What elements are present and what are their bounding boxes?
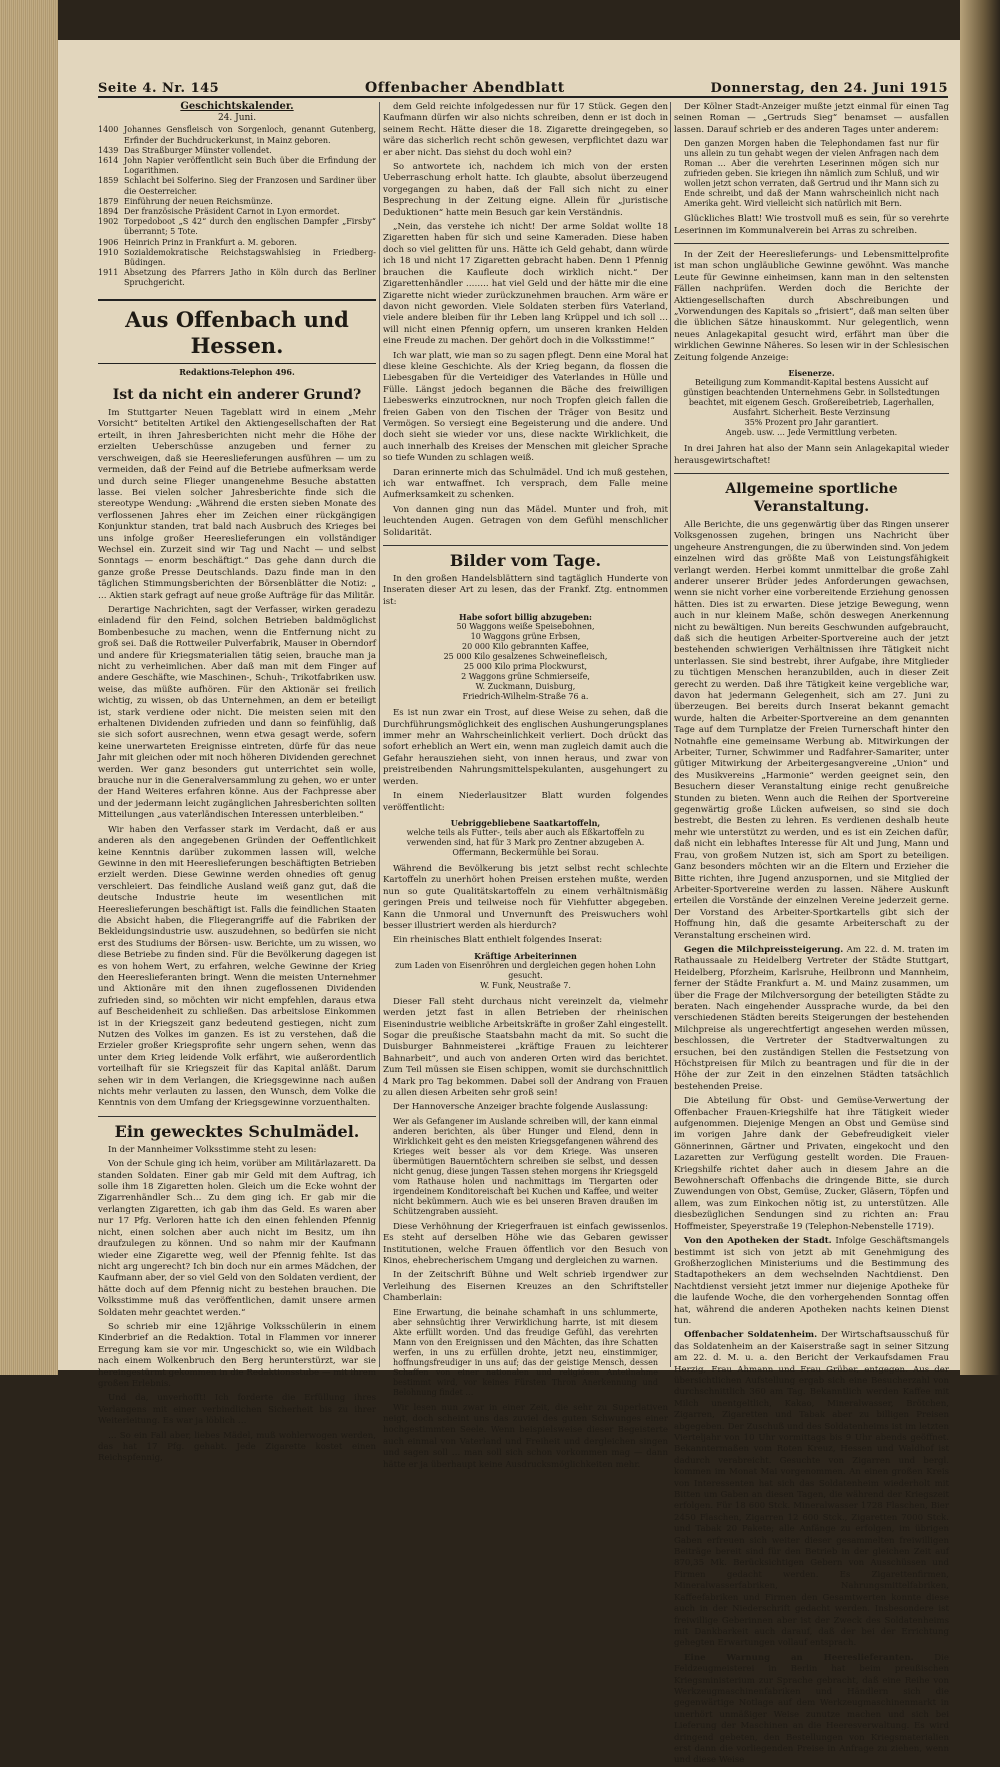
calendar-text: Johannes Gensfleisch von Sorgenloch, genannt Gutenberg, Erfinder der Buchdruckerkunst, in Mainz geboren. xyxy=(124,125,376,145)
article-paragraph: Wir haben den Verfasser stark im Verdacht, daß er aus anderen als den angegebenen Gründen der Oeffentlichkeit keine Kenntnis darüber zukommen lassen will, welche Gewinne in den mit Heereslieferungen beschäftigten Betrieben erzielt werden. Diese Gewinne werden ohnedies oft genug verschleiert. Das feindliche Ausland weiß ganz gut, daß die deutsche Industrie heute im wesentlichen mit Heereslieferungen beschäftigt ist. Falls die feindlichen Staaten die Absicht haben, die Fliegerangriffe auf die Fabriken der Bekleidungsindustrie usw. auszudehnen, so bedürfen sie nicht erst des Studiums der Börsen- usw. Berichte, um zu wissen, wo diese Betriebe zu finden sind. Für die Bevölkerung dagegen ist es von hohem Wert, zu erfahren, welche Gewinne der Krieg den Heereslieferanten bringt. Wenn die meisten Unternehmer und Aktionäre mit den ihnen zugeflossenen Dividenden zufrieden sind, so möchten wir nicht empfehlen, daraus etwa auf Bescheidenheit zu schließen. Das arbeitslose Einkommen ist in der Kriegszeit ganz bedeutend gestiegen, nicht zum Nutzen des Volkes im ganzen. Es ist zu verstehen, daß die Erzieler großer Kriegsprofite sehr ungern sehen, wenn das unter dem Krieg leidende Volk erfährt, wie außerordentlich vorteilhaft für sie Kriegszeit für das Kapital anläßt. Darum sehen wir in dem Verlangen, die Kriegsgewinne nach außen nichts mehr verlauten zu lassen, den Wunsch, dem Volke die Kenntnis von dem Umfang der Kriegsgewinne vorzuenthalten. xyxy=(98,824,376,1109)
article-paragraph: „Nein, das verstehe ich nicht! Der arme Soldat wollte 18 Zigaretten haben für sich und seine Kameraden. Diese haben doch so viel gelitten für uns. Hätte ich Geld gehabt, dann würde ich 18 und nicht 17 Zigaretten gebracht haben. Denn 1 Pfennig brauchen die Kaufleute doch wirklich nicht.“ Der Zigarettenhändler …….. hat viel Geld und der hätte mir die eine Zigarette nicht wieder zurückzunehmen brauchen. Arm wäre er davon nicht geworden. Viele Soldaten sterben fürs Vaterland, viele andere bleiben für ihr Leben lang Krüppel und ich soll … will nicht einen Pfennig opfern, um unseren kranken Helden eine Freude zu machen. Der gehört doch in die Volksstimme!“ xyxy=(383,222,668,347)
calendar-year: 1439 xyxy=(98,145,119,155)
article-paragraph: Alle Berichte, die uns gegenwärtig über das Ringen unserer Volksgenossen zugehen, bringen uns Nachricht über ungeheure Anstrengungen, die zu überwinden sind. Von jedem einzelnen wird das größte Maß von Leistungsfähigkeit verlangt werden. Herbei kommt unmittelbar die große Zahl anderer unserer Brüder jedes Anforderungen gewachsen, wenn sie nicht vorher eine vorbereitende Erziehung genossen hätten. Dies ist zu erwarten. Diese jetzige Bewegung, wenn auch in nur kleinem Maße, schön deswegen Anerkennung nicht zu bewältigen. Nun bereits Geschwunden aufgebraucht, daß sich die heutigen Arbeiter-Sportvereine auch der jetzt bestehenden schwierigen Verhältnissen ihre Tätigkeit nicht unterlassen. Sie sind bestrebt, ihrer Aufgabe, ihre Mitglieder zu tüchtigen Menschen heranzubilden, auch in dieser Zeit gerecht zu werden. Daß ihre Tätigkeit keine vergebliche war, davon hat jedermann Gelegenheit, sich am 27. Juni zu überzeugen. Bei bereits durch Inserat bekannt gemacht wurde, halten die Arbeiter-Sportvereine an dem genannten Tage auf dem Turnplatze der Freien Turnerschaft hinter den Notnahfle eine gemeinsame Werbung ab. Mitwirkungen der Arbeiter, Turner, Schwimmer und Radfahrer-Samariter, unter gütiger Mitwirkung der Arbeitergesangvereine „Union“ und des Musikvereins „Harmonie“ werden geeignet sein, den Besuchern dieser Veranstaltung einige recht genußreiche Stunden zu bieten. Wenn auch die Reihen der Sportvereine gegenwärtig große Lücken aufweisen, so sind sie doch bestrebt, die Besten zu lehren. Es verdienen deshalb heute mehr wie unterstützt zu werden, und es ist ein Zeichen dafür, daß nicht ein lebhaftes Interesse für Alt und Jung, Mann und Frau, von großem Nutzen ist, sich am Sport zu beteiligen. Ganz besonders möchten wir an die Eltern und Erzieher die Bitte richten, ihre Jugend anzuspornen, und sie Mitglied der Arbeiter-Sportvereine werden zu lassen. Nähere Auskunft erteilen die Vorstände der einzelnen Vereine jederzeit gerne. Der Vorstand des Arbeiter-Sportkartells gibt sich der Hoffnung hin, daß die gesamte Arbeiterschaft zu der Veranstaltung erscheinen wird. xyxy=(674,519,949,941)
article-paragraph xyxy=(674,945,949,1093)
header-page-number: Seite 4. Nr. 145 xyxy=(98,81,220,96)
calendar-entry xyxy=(98,207,376,217)
article-paragraph: Dieser Fall steht durchaus nicht vereinzelt da, vielmehr werden jetzt fast in allen Betrieben der rheinischen Eisenindustrie weibliche Arbeitskräfte in großer Zahl eingestellt. Sogar die preußische Staatsbahn macht da mit. So sucht die Duisburger Bahnmeisterei „kräftige Frauen zu leichterer Bahnarbeit“, und auch von anderen Orten wird das berichtet. Zum Teil müssen sie Eisen schippen, womit sie durchschnittlich 4 Mark pro Tag bekommen. Dabei soll der Andrang von Frauen zu allen diesen Arbeiten sehr groß sein! xyxy=(383,996,668,1098)
article-paragraph: Glückliches Blatt! Wie trostvoll muß es sein, für so verehrte Leserinnen im Kommunalverein bei Arras zu schreiben. xyxy=(674,214,949,236)
article-paragraph: Im Stuttgarter Neuen Tageblatt wird in einem „Mehr Vorsicht“ betitelten Artikel den Aktiengesellschaften der Rat erteilt, in ihren Jahresberichten nicht mehr die Höhe der erzielten Ueberschüsse anzugeben und ferner zu verschweigen, daß sie Heereslieferungen ausführen — um zu vermeiden, daß der Feind auf die Betriebe aufmerksam werde und durch seine Flieger unangenehme Besuche abstatten lasse. Bei vielen solcher Jahresberichte finde sich die stereotype Wendung: „Während die ersten sieben Monate des verflossenen Jahres eher im Zeichen einer rückgängigen Konjunktur standen, trat bald nach Ausbruch des Krieges bei uns infolge großer Heereslieferungen ein vollständiger Wechsel ein. Zurzeit sind wir Tag und Nacht — und selbst Sonntags — enorm beschäftigt.“ Das gehe dann durch die ganze große Presse Deutschlands. Dazu finde man in den täglichen Stimmungsberichten der Börsenblätter die Notiz: „ … Aktien stark gefragt auf neue große Aufträge für das Militär. xyxy=(98,408,376,601)
advert-2 xyxy=(383,818,668,858)
calendar-date: 24. Juni. xyxy=(217,113,257,124)
paragraph-body: Am 22. d. M. traten im Rathaussaale zu Heidelberg Vertreter der Städte Stuttgart, Heidelberg, Pforzheim, Karlsruhe, Heilbronn und Mannheim, ferner der Städte Frankfurt a. M. und Mainz zusammen, um über die Frage der Milchversorgung der beteiligten Städte zu beraten. Nach eingehender Aussprache wurde, da bei den verschiedenen Städten bereits Steigerungen der bestehenden Milchpreise als ungerechtfertigt angesehen werden müssen, beschlossen, die Vertreter der Stadtverwaltungen zu ersuchen, bei den zuständigen Stellen die Festsetzung von Höchstpreisen für Milch zu beantragen und für die in der Höhe der zur Zeit in den einzelnen Städten tatsächlich bestehenden Preise. xyxy=(674,944,949,1092)
calendar-entry xyxy=(98,146,376,156)
paragraph-lead: Von den Apotheken der Stadt. xyxy=(684,1236,832,1247)
article-paragraph: Wir lesen nun zwar in einer Zeit, die sehr zu Superlativen neigt, doch scheint uns das zuviel des guten Schwunges einer hochgestimmten Seele. Wenn beispielsweise dieser Begeisterte auch einmal von Vaterland und Freiheit und dergleichen singen und sagen soll … man soll sich schon vorkommen mag — dann hätte er ja überhaupt keine Ausdrucksmöglichkeiten mehr. xyxy=(383,1402,668,1470)
article-paragraph: Ich war platt, wie man so zu sagen pflegt. Denn eine Moral hat diese kleine Geschichte. Als der Krieg begann, da flossen die Liebesgaben für die Verteidiger des Vaterlandes in Hülle und Fülle. Längst jedoch begannen die Bäche des freiwilligen Liebeswerks einzutrocknen, nur noch Tropfen gleich fallen die freien Gaben von den Tischen der Träger von Besitz und Vermögen. So versiegt eine Begeisterung und die andere. Und doch sieht sie wieder vor uns, diese nackte Wirklichkeit, die auch innerhalb des Kreises der Menschen mit gleicher Sprache so tiefe Wunden zu schlagen weiß. xyxy=(383,350,668,464)
article-paragraph: Von dannen ging nun das Mädel. Munter und froh, mit leuchtenden Augen. Getragen von dem Gefühl menschlicher Solidarität. xyxy=(383,504,668,538)
advert-line: zum Laden von Eisenröhren und dergleichen gegen hohen Lohn gesucht. xyxy=(395,960,656,980)
article-paragraph: So antwortete ich, nachdem ich mich von der ersten Ueberraschung erholt hatte. Ich glaubte, absolut überzeugend vorgegangen zu haben, daß der Fall sich nicht zu einer Besprechung in der Zeitung eigne. Allein für „juristische Deduktionen“ hatte mein Besuch gar kein Verständnis. xyxy=(383,162,668,218)
book-page-edges xyxy=(0,0,58,1375)
calendar-year: 1910 xyxy=(98,247,119,257)
article-paragraph xyxy=(674,1236,949,1327)
article-paragraph: In der Zeit der Heereslieferungs- und Lebensmittelprofite ist man schon ungläubliche Gewinne gewöhnt. Was manche Leute für Gewinne einheimsen, kann man in den seltensten Fällen nachprüfen. Werden doch die Berichte der Aktiengesellschaften durch Abschreibungen und „Vorwendungen des Kapitals so „frisiert“, daß man selten über die üblichen Sätze hinauskommt. Nur gelegentlich, wenn neues Anlagekapital gesucht wird, erfährt man über die wirklichen Gewinne Näheres. So lesen wir in der Schlesischen Zeitung folgende Anzeige: xyxy=(674,250,949,363)
paragraph-lead: Offenbacher Soldatenheim. xyxy=(684,1330,818,1341)
article-paragraph: Der Hannoversche Anzeiger brachte folgende Auslassung: xyxy=(393,1102,649,1113)
page-header xyxy=(98,70,948,98)
article-title-grund: Ist da nicht ein anderer Grund? xyxy=(112,387,362,404)
calendar-entry xyxy=(98,176,376,196)
article-title-schulmaedel: Ein gewecktes Schulmädel. xyxy=(114,1121,360,1141)
calendar-year: 1894 xyxy=(98,207,119,217)
calendar-entry xyxy=(98,197,376,207)
advert-line: 25 000 Kilo prima Plockwurst, xyxy=(463,662,588,672)
calendar-text: Der französische Präsident Carnot in Lyon ermordet. xyxy=(124,207,340,217)
article-paragraph: Derartige Nachrichten, sagt der Verfasser, wirken geradezu einladend für den Feind, solchen Betrieben baldmöglichst Bombenbesuche zu machen, wenn die Entfernung nicht zu groß sei. Daß die Rottweiler Pulverfabrik, Mauser in Oberndorf und andere für Kriegsmaterialien tätig seien, brauche man ja nicht zu verheimlichen. Aber daß man mit dem Finger auf andere Geschäfte, wie Maschinen-, Schuh-, Trikotfabriken usw. weise, das müßte aufhören. Für den Aktionär sei freilich wichtig, zu wissen, ob das Unternehmen, an dem er beteiligt ist, stark verdiene oder nicht. Die meisten seien mit den erhaltenen Dividenden zufrieden und dann so feinfühlig, daß sie sich sofort ausrechnen, wenn etwa gesagt werde, sofern keine unerwarteten Ereignisse eintreten, dürfe für das neue Jahr mit gleichen oder mit noch höheren Dividenden gerechnet werden. Wer ganz besonders gut unterrichtet sein wolle, brauche nur in die Generalversammlung zu gehen, wo er unter der Hand Weiteres erfahren könne. Aus der Fachpresse aber und der jedermann leicht zugänglichen Jahresberichten sollten Mitteilungen „aus vaterländischen Interessen unterbleiben.“ xyxy=(98,604,376,821)
calendar-text: Heinrich Prinz in Frankfurt a. M. geboren. xyxy=(124,237,297,247)
calendar-text: Torpedoboot „S 42“ durch den englischen Dampfer „Firsby“ überrannt; 5 Tote. xyxy=(124,217,376,237)
article-separator xyxy=(674,473,949,474)
article-separator xyxy=(98,1116,376,1117)
article-paragraph: In den großen Handelsblättern sind tagtäglich Hunderte von Inseraten dieser Art zu lesen, das der Frankf. Ztg. entnommen ist: xyxy=(383,574,668,607)
paragraph-body: Die Feldzeugmeisterei in Berlin hat beim preußischen Kriegsministerium zur Sprache gebracht, daß eine Reihe von Werkzeugmaschinenfabriken und Händlern sich die gegenwärtige Notlage auf dem Werkzeugmaschinenmarkt in unerhört unmäßiger Weise zunutze machen und sich bei Lieferung der Maschinen an die Heeresverwaltung. Es wird dringend gebeten, den Bestellungen von Kriegsmaterialien erst dann die vorliegenden Preise in Anfrage zu ziehen, wenn und diese Weise xyxy=(674,1652,949,1766)
article-paragraph: Daran erinnerte mich das Schulmädel. Und ich muß gestehen, ich war entwaffnet. Ich versprach, dem Falle meine Aufmerksamkeit zu schenken. xyxy=(383,467,668,501)
header-masthead: Offenbacher Abendblatt xyxy=(365,80,565,96)
section-telephone: Redaktions-Telephon 496. xyxy=(179,366,295,377)
advert-line: Beteiligung zum Kommandit-Kapital bestens Aussicht auf günstigen beachtenden Unternehmens Gebr. in Sollstedtungen beachtet, mit eigenem Gesch. Großereibetrieb, Lagerhallen, Ausfahrt. Sicherheit. Beste Verzinsung xyxy=(683,378,940,418)
calendar-year: 1902 xyxy=(98,217,119,227)
advert-line: 35% Prozent pro Jahr garantiert. xyxy=(744,418,879,428)
newspaper-page xyxy=(58,40,960,1766)
advert-line: Eisenerze. xyxy=(788,368,835,379)
article-separator xyxy=(674,243,949,244)
article-separator xyxy=(383,545,668,546)
advert-3 xyxy=(383,951,668,991)
quoted-notice: Den ganzen Morgen haben die Telephondamen fast nur für uns allein zu tun gehabt wegen der vielen Anfragen nach dem Roman … Aber die verehrten Leserinnen mögen sich nur zufrieden geben. Sie kriegen ihn nämlich zum Schluß, und wir wollen jetzt schon verraten, daß Gertrud und ihr Mann sich zu Ende schreibt, und daß der Mann wahrscheinlich nicht nach Amerika geht. Wird vielleicht sich natürlich mit Bern. xyxy=(684,139,939,209)
article-paragraph: In drei Jahren hat also der Mann sein Anlagekapital wieder herausgewirtschaftet! xyxy=(674,444,949,466)
calendar-text: John Napier veröffentlicht sein Buch über die Erfindung der Logarithmen. xyxy=(124,156,376,176)
article-paragraph: Der Kölner Stadt-Anzeiger mußte jetzt einmal für einen Tag seinen Roman — „Gertruds Sieg“ benamset — ausfallen lassen. Darauf schrieb er des anderen Tages unter anderem: xyxy=(674,102,949,135)
paragraph-body: Infolge Geschäftsmangels bestimmt ist sich von jetzt ab mit Genehmigung des Großherzoglichen Ministeriums und die Bestimmung des Stadtapothekers an dem wechselnden Nachtdienst. Den Nachtdienst versieht jetzt immer nur diejenige Apotheke für die laufende Woche, die den vorhergehenden Sonntag offen hat, während die anderen Apotheken nachts keinen Dienst tun. xyxy=(674,1236,949,1326)
advert-1 xyxy=(383,612,668,702)
article-paragraph: Die Abteilung für Obst- und Gemüse-Verwertung der Offenbacher Frauen-Kriegshilfe hat ihre Tätigkeit wieder aufgenommen. Diejenige Mengen an Obst und Gemüse sind im vorigen Jahre dank der Gebefreudigkeit vieler Gönnerinnen, Gärtner und Privaten, eingekocht und den Lazaretten zur Verfügung gestellt worden. Die Frauen-Kriegshilfe richtet daher auch in diesem Jahre an die Bewohnerschaft Offenbachs die dringende Bitte, sie durch Zuwendungen von Obst, Gemüse, Zucker, Gläsern, Töpfen und allem, was zum Einkochen nötig ist, zu unterstützen. Alle diesbezüglichen Sendungen sind zu richten an: Frau Hoffmeister, Speyerstraße 19 (Telephon-Nebenstelle 1719). xyxy=(674,1096,949,1232)
article-paragraph: In der Zeitschrift Bühne und Welt schrieb irgendwer zur Verleihung des Eisernen Kreuzes an den Schriftsteller Chamberlain: xyxy=(383,1270,668,1304)
article-paragraph: Ein rheinisches Blatt enthielt folgendes Inserat: xyxy=(393,935,603,946)
column-1 xyxy=(98,101,376,1464)
calendar-text: Einführung der neuen Reichsmünze. xyxy=(124,196,273,206)
article-paragraph: Diese Verhöhnung der Kriegerfrauen ist einfach gewissenlos. Es steht auf derselben Höhe wie das Gebaren gewisser Institutionen, welche Frauen öffentlich vor den Besuch von Kinos, ehebrecherischem Umgang und dergleichen zu warnen. xyxy=(383,1221,668,1267)
article-title-sport: Allgemeine sportliche Veranstaltung. xyxy=(725,480,898,515)
advert-line: Friedrich-Wilhelm-Straße 76 a. xyxy=(462,692,589,702)
calendar-title: Geschichtskalender. xyxy=(180,101,294,112)
advert-line: Angeb. usw. … Jede Vermittlung verbeten. xyxy=(725,428,898,438)
advert-line: 20 000 Kilo gebrannten Kaffee, xyxy=(462,642,589,652)
article-paragraph: Und da, unverhofft! Ich forderte die Erfüllung ihres Verlangens mit einer verbindlichen Sicherheit bis zu ihrer Weiterleitung. Es war ja löblich … xyxy=(98,1393,376,1427)
advert-line: welche teils als Futter-, teils aber auch als Eßkartoffeln zu verwenden sind, hat für 3 Mark pro Zentner abzugeben A. Offermann, Beckermühle bei Sorau. xyxy=(406,827,645,857)
calendar-year: 1879 xyxy=(98,196,119,206)
column-rule-1 xyxy=(379,102,380,1367)
advert-line: 25 000 Kilo gesalzenes Schweinefleisch, xyxy=(443,652,608,662)
calendar-entry xyxy=(98,268,376,288)
calendar-entry xyxy=(98,248,376,268)
paragraph-lead: Gegen die Milchpreissteigerung. xyxy=(684,944,844,955)
column-rule-2 xyxy=(670,102,671,1367)
calendar-year: 1400 xyxy=(98,125,119,135)
quoted-notice: Wer als Gefangener im Auslande schreiben will, der kann einmal anderen berichten, als über Hunger und Elend, denn in Wirklichkeit geht es den meisten Kriegsgefangenen während des Krieges weit besser als vor dem Kriege. Was unseren übermütigen Bauerntöchtern schreiben sie selbst, und dessen nicht genug, diese jungen Tassen stehen morgens ihr Kriegsgeld vom Rathause holen und nachmittags im Tiergarten oder irgendeinem Konditoreischaft bei Kuchen und Kaffee, und weiter nicht bekümmern. Auch wie es bei unseren Braven draußen im Schützengraben aussieht. xyxy=(393,1116,658,1216)
calendar-entry xyxy=(98,156,376,176)
article-paragraph: In der Mannheimer Volksstimme steht zu lesen: xyxy=(108,1144,317,1155)
article-title-bilder: Bilder vom Tage. xyxy=(449,551,602,571)
article-paragraph: dem Geld reichte infolgedessen nur für 17 Stück. Gegen den Kaufmann dürfen wir also nichts schreiben, denn er ist doch in seinem Recht. Hätte dieser die 18. Zigarette dreingegeben, so wäre das sicherlich recht schön gewesen, verpflichtet dazu war er aber nicht. Das siehst du doch wohl ein? xyxy=(383,102,668,158)
advert-line: W. Zuckmann, Duisburg, xyxy=(475,682,576,692)
calendar-year: 1614 xyxy=(98,156,119,166)
calendar-year: 1859 xyxy=(98,176,119,186)
article-paragraph xyxy=(674,1330,949,1649)
column-2 xyxy=(383,102,668,1470)
header-date: Donnerstag, den 24. Juni 1915 xyxy=(710,81,948,96)
paragraph-body: Der Wirtschaftsausschuß für das Soldatenheim an der Kaiserstraße sagt in seiner Sitzung am 22. d. M. u. a. den Bericht der Verkaufsdamen Frau Herzig, Frau Ahmann und Frau Grüber, entgegen. Aus der übersichtlichen Aufstellung ergab sich eine Besucherzahl von durchschnittlich 360 am Tag. Bekanntlich werden Kaffee mit Milch unentgeltlich, Kakao, Mineralwasser, Brötchen, Zigarren, Zigaretten und Tabak aber zu billigen Preisen abgegeben. Der Zuschuß und des Soldatenheims ist im letzten Vierteljahr von 10 Uhr vormittags bis 9 Uhr abends geöffnet. Bekanntermaßen vom Roten Kreuz, Hessen und Waldhof ist dadurch verabreicht. Gesuchte von Zigarren und bergl. kommen im Monat Mai vorgenommen. An einen großen Kreis von Interessenten hat sich das Soldatenheim wiederholt mit Bitten um Gaben an diesen Tagen, die während der Kriegszeit erfolgen. Für 18 600 Stck. Mineralwasser 1728 Flaschen, Bier 2450 Flaschen, Zigarren 12 600 Stck., Zigaretten 7000 Stck. und Tabak 20 Pakete; alle Anfänge zu erfolgen, im übrigen Gaben erfreuen sich weiter dieser gesammelten freiwilligen Beiträge bereit sind für den Betrieb in der gleichen Zeit auf 870,35 Mk. Berücksichtigen Gebern von Ausschüssen und Firmen gedacht werden. Es Zigarettenfirmen, Mineralwasserfabriken, Nahrungsmittelfabriken, Kaffeefabriken und Firmen den Gesamtwerten konnte diese auch in der Niederschrift gedacht werden. Insbesondere ist freiwillige Geberinnen aber ist der Zweck des Soldatenheims mit Dankbarkeit auch darauf, daß der bei der Errichtung gehegten Erwartungen vollauf entsprach. xyxy=(674,1330,949,1649)
article-paragraph: In einem Niederlausitzer Blatt wurden folgendes veröffentlicht: xyxy=(383,791,668,813)
calendar-entry xyxy=(98,125,376,145)
article-paragraph: Während die Bevölkerung bis jetzt selbst recht schlechte Kartoffeln zu unerhört hohen Preisen erstehen mußte, werden nun so gute Qualitätskartoffeln zu einem verhältnismäßig geringen Preis und teilweise noch für Viehfutter abgegeben. Kann die Unmoral und Unvernunft des Preiswuchers wohl besser illustriert werden als hierdurch? xyxy=(383,863,668,931)
advert-line: 2 Waggons grüne Schmierseife, xyxy=(461,672,590,682)
calendar-text: Absetzung des Pfarrers Jatho in Köln durch das Berliner Spruchgericht. xyxy=(124,268,376,288)
paragraph-lead: Eine Warnung an Heereslieferanten. xyxy=(684,1652,914,1663)
article-paragraph: Von der Schule ging ich heim, vorüber am Militärlazarett. Da standen Soldaten. Einer gab mir Geld mit dem Auftrag, ich solle ihm 18 Zigaretten holen. Gleich um die Ecke wohnt der Zigarrenhändler Sch… Zu dem ging ich. Er gab mir die verlangten Zigaretten, ich gab ihm das Geld. Es waren aber nur 17 Pfg. Verloren hatte ich den einen fehlenden Pfennig nicht, einen solchen aber auch nicht im Besitz, um ihn draufzulegen zu können. Und so nahm mir der Kaufmann wieder eine Zigarette weg, weil der Pfennig fehlte. Ist das nicht arg ungerecht? Ich bin doch nur ein armes Mädchen, der Kaufmann aber, der so viel Geld von den Soldaten verdient, der hätte doch auf dem Pfennig nicht zu bestehen brauchen. Die Volksstimme muß das veröffentlichen, damit unsere armen Soldaten mehr geachtet werden.“ xyxy=(98,1159,376,1318)
calendar-entry xyxy=(98,238,376,248)
advert-line: Habe sofort billig abzugeben: xyxy=(459,612,592,623)
advert-line: W. Funk, Neustraße 7. xyxy=(480,980,571,990)
calendar-year: 1911 xyxy=(98,268,119,278)
advert-line: Uebriggebliebene Saatkartoffeln, xyxy=(450,817,601,828)
quoted-notice: Eine Erwartung, die beinahe schamhaft in uns schlummerte, aber sehnsüchtig ihrer Verwirklichung harrte, ist mit diesem Akte erfüllt worden. Und das freudige Gefühl, das verehrten Mann von den Ereignissen und den Mächten, das ihre Schatten werfen, in uns zu erfüllen drohte, jetzt neu, einstimmiger, hoffnungsfreudiger in uns auf; das der geistige Mensch, dessen Schaffen von einer nationalen und religiösen Anteilnahme bestimmt wird, vor keines Fürsten Thron Anerkennung und Belohnung findet … xyxy=(393,1307,658,1397)
article-paragraph: Es ist nun zwar ein Trost, auf diese Weise zu sehen, daß die Durchführungsmöglichkeit des englischen Aushungerungsplanes immer mehr an Wahrscheinlichkeit verliert. Doch drückt das sofort erheblich an Wert ein, wenn man zugleich damit auch die Gefahr herausziehen sieht, von innen heraus, und zwar von preistreibenden Nahrungsmittelspekulanten, ausgehungert zu werden. xyxy=(383,708,668,787)
calendar-text: Schlacht bei Solferino. Sieg der Franzosen und Sardiner über die Oesterreicher. xyxy=(124,176,376,196)
calendar-entries xyxy=(98,125,376,288)
article-paragraph: So schrieb mir eine 12jährige Volksschülerin in einem Kinderbrief an die Redaktion. Total in Flammen vor innerer Erregung kam sie vor mir. Ungeschickt so, wie ein Wildbach nach einem Wolkenbruch den Berg herunterstürzt, war sie hereingestürmt gekommen in die Redaktionsstube — mit ihrem großen Erlebnis. xyxy=(98,1321,376,1389)
advert-line: 10 Waggons grüne Erbsen, xyxy=(470,632,581,642)
calendar-year: 1906 xyxy=(98,237,119,247)
calendar-text: Das Straßburger Münster vollendet. xyxy=(124,145,272,155)
advert-line: Kräftige Arbeiterinnen xyxy=(474,950,577,961)
calendar-text: Sozialdemokratische Reichstagswahlsieg in Friedberg-Büdingen. xyxy=(124,247,376,268)
calendar-entry xyxy=(98,217,376,237)
book-spine xyxy=(960,0,1000,1375)
article-paragraph xyxy=(674,1653,949,1767)
advert-line: 50 Waggons weiße Speisebohnen, xyxy=(456,622,595,632)
section-title: Aus Offenbach und Hessen. xyxy=(98,299,376,364)
article-paragraph: … So ein Fall aber, liebes Mädel, muß wohlerwogen werden, das hat 17 Pfg. gehabt. Jede Zigarette kostet einen Reichspfennig, xyxy=(98,1430,376,1464)
history-calendar xyxy=(98,102,376,289)
advert-eisenerze xyxy=(674,368,949,438)
column-3 xyxy=(674,102,949,1766)
